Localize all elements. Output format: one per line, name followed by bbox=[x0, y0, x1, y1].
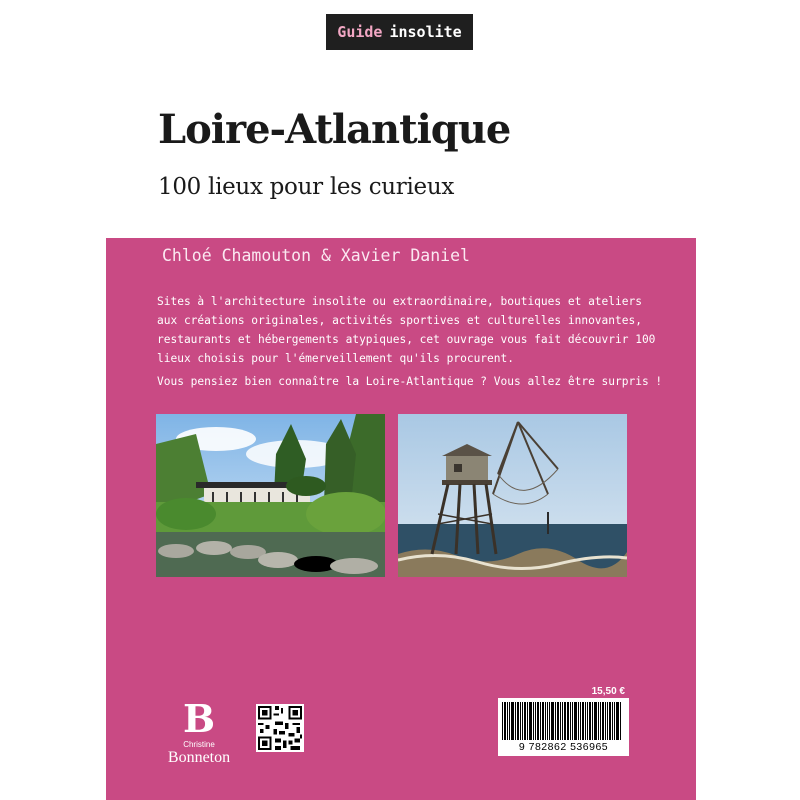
book-subtitle: 100 lieux pour les curieux bbox=[158, 174, 455, 200]
series-tag bbox=[326, 14, 473, 50]
price: 15,50 € bbox=[591, 686, 625, 697]
description bbox=[157, 292, 667, 391]
publisher-logo-mark: B bbox=[182, 696, 216, 741]
barcode-bars bbox=[502, 702, 625, 740]
book-title: Loire-Atlantique bbox=[158, 106, 511, 153]
publisher-last-name: Bonneton bbox=[167, 749, 231, 766]
fishing-hut-photo bbox=[398, 414, 627, 577]
back-cover-panel bbox=[106, 238, 696, 800]
qr-code-icon bbox=[256, 704, 304, 752]
series-tag-insolite: insolite bbox=[389, 23, 462, 41]
authors: Chloé Chamouton & Xavier Daniel bbox=[162, 246, 470, 265]
isbn-number: 9 782862 536965 bbox=[518, 741, 609, 753]
publisher-first-name: Christine bbox=[183, 740, 215, 749]
series-tag-guide: Guide bbox=[337, 23, 383, 41]
description-paragraph: Sites à l'architecture insolite ou extraordinaire, boutiques et ateliers aux créations originales, activités sportives et culturelles innovantes, restaurants et hébergements atypiques, cet ouvrage vous fait découvrir 100 lieux choisis pour l'émerveillement qu'ils procurent. bbox=[157, 295, 656, 365]
tagline: Vous pensiez bien connaître la Loire-Atlantique ? Vous allez être surpris ! bbox=[157, 375, 663, 388]
isbn-barcode bbox=[498, 698, 629, 756]
japanese-garden-photo bbox=[156, 414, 385, 577]
publisher-logo bbox=[159, 696, 239, 766]
